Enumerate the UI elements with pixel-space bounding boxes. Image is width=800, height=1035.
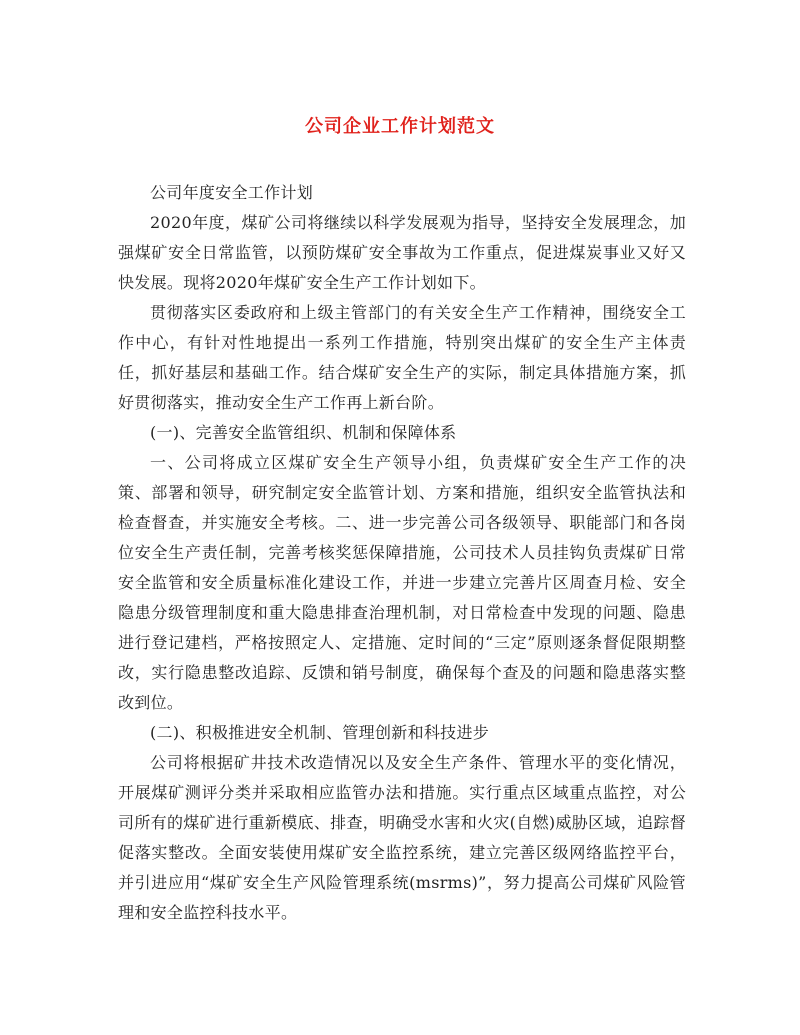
section-heading-plan: 公司年度安全工作计划 xyxy=(150,183,314,202)
paragraph-section-1: 一、公司将成立区煤矿安全生产领导小组，负责煤矿安全生产工作的决策、部署和领导，研究制定安全监管计划、方案和措施，组织安全监管执法和检查督查，并实施安全考核。二、进一步完善公司各级领导、职能部门和各岗位安全生产责任制，完善考核奖惩保障措施，公司技术人员挂钩负责煤矿日常安全监管和安全质量标准化建设工作，并进一步建立完善片区周查月检、安全隐患分级管理制度和重大隐患排查治理机制，对日常检查中发现的问题、隐患进行登记建档，严格按照定人、定措施、定时间的“三定”原则逐条督促限期整改，实行隐患整改追踪、反馈和销号制度，确保每个查及的问题和隐患落实整改到位。 xyxy=(118,453,686,712)
document-title: 公司企业工作计划范文 xyxy=(305,116,495,137)
document-body xyxy=(118,178,686,928)
section-heading-1: (一)、完善安全监管组织、机制和保障体系 xyxy=(150,423,457,442)
paragraph-guideline: 贯彻落实区委政府和上级主管部门的有关安全生产工作精神，围绕安全工作中心，有针对性地提出一系列工作措施，特别突出煤矿的安全生产主体责任，抓好基层和基础工作。结合煤矿安全生产的实际，制定具体措施方案，抓好贯彻落实，推动安全生产工作再上新台阶。 xyxy=(118,303,686,412)
paragraph-intro: 2020年度，煤矿公司将继续以科学发展观为指导，坚持安全发展理念，加强煤矿安全日常监管，以预防煤矿安全事故为工作重点，促进煤炭事业又好又快发展。现将2020年煤矿安全生产工作计划如下。 xyxy=(118,213,686,292)
paragraph-section-2: 公司将根据矿井技术改造情况以及安全生产条件、管理水平的变化情况，开展煤矿测评分类并采取相应监管办法和措施。实行重点区域重点监控，对公司所有的煤矿进行重新模底、排查，明确受水害和火灾(自燃)威胁区域，追踪督促落实整改。全面安装使用煤矿安全监控系统，建立完善区级网络监控平台，并引进应用“煤矿安全生产风险管理系统(msrms)”，努力提高公司煤矿风险管理和安全监控科技水平。 xyxy=(118,753,686,922)
section-heading-2: (二)、积极推进安全机制、管理创新和科技进步 xyxy=(150,723,490,742)
